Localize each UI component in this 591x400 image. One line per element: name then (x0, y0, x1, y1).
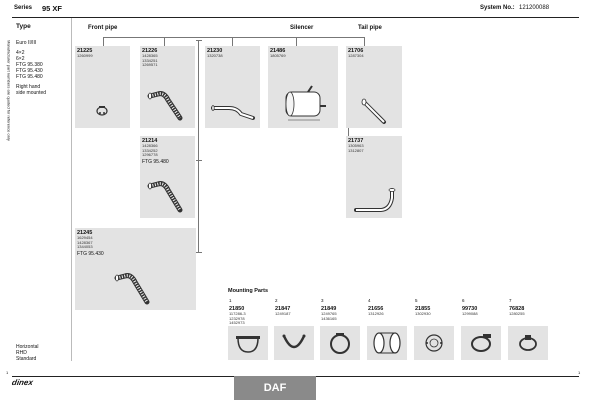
item-number: 7 (509, 298, 512, 303)
mounting-part-21849[interactable] (320, 298, 360, 360)
part-card-21486[interactable] (268, 46, 338, 128)
tail-pipe-icon (350, 184, 398, 216)
gasket-icon (414, 326, 454, 360)
item-number: 1 (229, 298, 232, 303)
flex-pipe-icon (146, 174, 192, 216)
part-number: 21486 (270, 48, 286, 54)
flex-pipe-icon (113, 266, 159, 308)
header-rule (12, 17, 579, 18)
part-refs: 1280255 (509, 311, 525, 316)
strap-clamp-icon (274, 326, 314, 360)
band-clamp-icon (461, 326, 501, 360)
part-card-21214[interactable] (140, 136, 195, 218)
mounting-part-21847[interactable] (274, 298, 314, 360)
part-card-21230[interactable] (205, 46, 260, 128)
part-number: 99730 (462, 306, 478, 312)
part-card-21245[interactable] (75, 228, 196, 310)
connector-drop-2 (164, 37, 165, 46)
section-silencer: Silencer (290, 25, 314, 31)
mounting-part-76828[interactable] (508, 298, 548, 360)
page-mark-right: 1 (578, 370, 581, 375)
part-refs: 1260999 (77, 53, 93, 58)
tail-pipe-icon (360, 98, 390, 126)
item-number: 3 (321, 298, 324, 303)
connector-top (103, 37, 364, 38)
part-number: 21737 (348, 138, 364, 144)
type-details: Euro II/III 4×2 6×2 FTG 95.380 FTG 95.430 FTG 95.480 Right hand side mounted (16, 40, 47, 96)
part-number: 21706 (348, 48, 364, 54)
item-number: 5 (415, 298, 418, 303)
item-number: 6 (462, 298, 465, 303)
brand-label: DAF (263, 382, 287, 394)
connector-branch-b (196, 160, 202, 161)
part-card-21706[interactable] (346, 46, 402, 128)
mounting-image (367, 326, 407, 360)
part-refs: 1299088 (462, 311, 478, 316)
mounting-part-21850[interactable] (228, 298, 268, 360)
part-refs: 1249187 (275, 311, 291, 316)
connector-drop-5 (364, 37, 365, 46)
section-mounting-parts: Mounting Parts (228, 288, 269, 294)
connector-branch (198, 40, 199, 253)
series-value: 95 XF (42, 4, 63, 13)
part-refs: 1287304 (348, 53, 364, 58)
type-label: Type (16, 23, 31, 30)
page-mark-left: 1 (6, 370, 9, 375)
mounting-orientation: Horizontal RHD Standard (16, 344, 39, 362)
series-label: Series (14, 5, 33, 11)
connector-drop-4 (296, 37, 297, 46)
ring-clamp-icon (320, 326, 360, 360)
part-number: 21225 (77, 48, 93, 54)
part-number: 21855 (415, 306, 431, 312)
part-refs: 1302930 (415, 311, 431, 316)
part-refs: 1629454 1428367 1344053 (77, 235, 93, 250)
part-number: 21656 (368, 306, 384, 312)
mounting-part-21656[interactable] (367, 298, 407, 360)
mounting-part-99730[interactable] (461, 298, 501, 360)
system-value: 121200088 (519, 5, 550, 11)
part-refs: 1312926 (368, 311, 384, 316)
part-variant: FTG 95.430 (77, 251, 104, 257)
mounting-image (414, 326, 454, 360)
system-label: System No.: (480, 5, 515, 11)
part-variant: FTG 95.480 (142, 159, 169, 165)
part-number: 76828 (509, 306, 525, 312)
hose-clamp-icon (508, 326, 548, 360)
part-card-21226[interactable] (140, 46, 195, 128)
connector-branch-c (196, 252, 202, 253)
connector-drop-3 (232, 37, 233, 46)
part-number: 21849 (321, 306, 337, 312)
part-refs: 1249765 1436165 (321, 311, 337, 321)
mounting-image (228, 326, 268, 360)
mounting-image (461, 326, 501, 360)
connector-branch-a (196, 40, 202, 41)
part-refs: 1305963 1312807 (348, 143, 364, 153)
connector-drop-1 (103, 37, 104, 46)
item-number: 2 (275, 298, 278, 303)
part-refs: 117286-3 1232978 1452973 (229, 311, 246, 326)
part-number: 21850 (229, 306, 245, 312)
left-panel-divider (71, 18, 72, 361)
part-refs: 1320738 (207, 53, 223, 58)
mounting-image (508, 326, 548, 360)
part-refs: 1428365 1334251 1269571 (142, 53, 158, 68)
dinex-logo: dinex (11, 378, 34, 387)
part-number: 21847 (275, 306, 291, 312)
connector-tail (348, 128, 349, 136)
part-refs: 1428366 1334252 1296778 (142, 143, 158, 158)
part-number: 21226 (142, 48, 158, 54)
mounting-part-21855[interactable] (414, 298, 454, 360)
part-card-21737[interactable] (346, 136, 402, 218)
section-front-pipe: Front pipe (88, 25, 118, 31)
u-bolt-clamp-icon (228, 326, 268, 360)
mounting-image (274, 326, 314, 360)
pipe-icon (211, 98, 257, 124)
part-refs: 1805769 (270, 53, 286, 58)
part-number: 21214 (142, 138, 158, 144)
section-tail-pipe: Tail pipe (358, 25, 382, 31)
mounting-image (320, 326, 360, 360)
part-number: 21230 (207, 48, 223, 54)
clamp-icon (95, 104, 109, 118)
side-note: Manufacturer part numbers are quoted for reference only (6, 40, 12, 141)
part-number: 21245 (77, 230, 93, 236)
flex-pipe-icon (146, 86, 192, 126)
coupling-sleeve-icon (367, 326, 407, 360)
part-card-21225[interactable] (75, 46, 130, 128)
item-number: 4 (368, 298, 371, 303)
silencer-icon (280, 82, 330, 126)
